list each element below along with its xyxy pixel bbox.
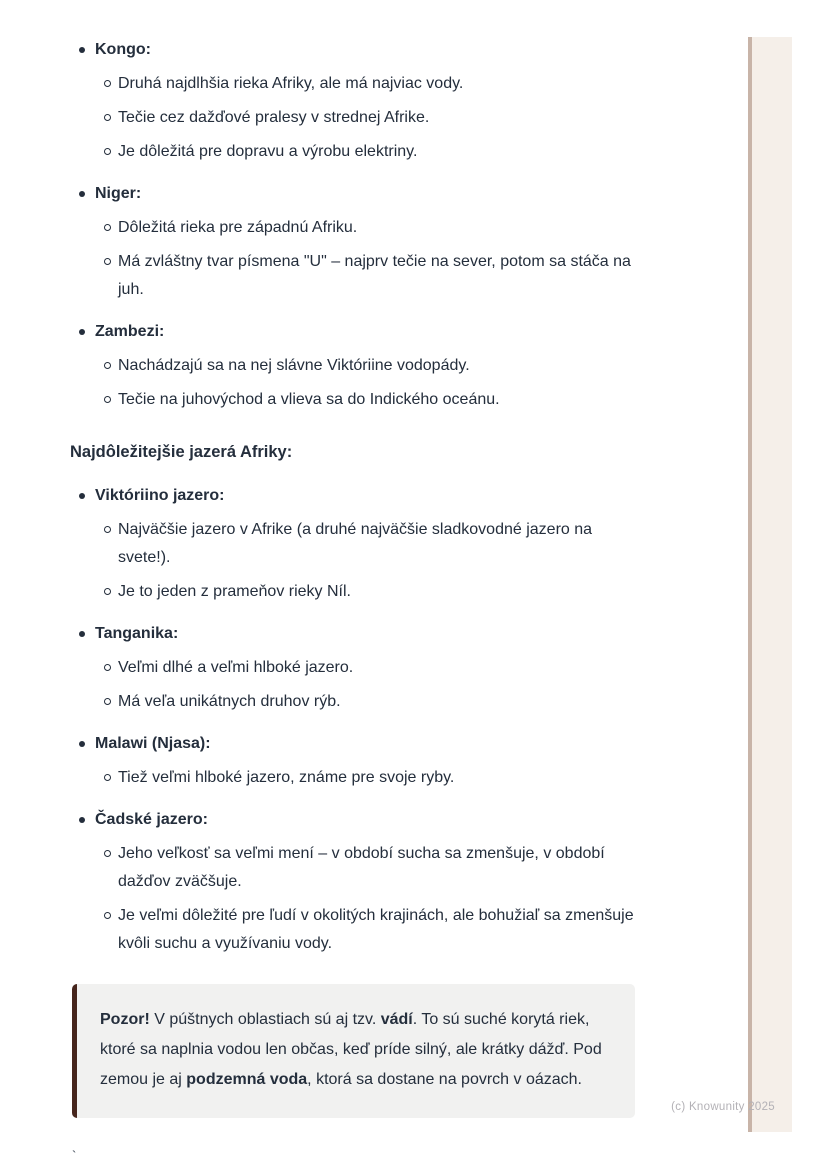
page-edge-stripe <box>748 37 792 1132</box>
list-item-label: Čadské jazero: <box>95 811 208 828</box>
list-subitem-text: Tečie na juhovýchod a vlieva sa do Indického oceánu. <box>118 391 500 408</box>
circle-bullet-icon <box>104 912 111 919</box>
list-subitem-text: Tečie cez dažďové pralesy v strednej Afrike. <box>118 109 430 126</box>
circle-bullet-icon <box>104 526 111 533</box>
disc-bullet-icon <box>79 631 85 637</box>
callout-text-bold: Pozor! <box>100 1011 150 1028</box>
list-item-label: Niger: <box>95 185 142 202</box>
callout-text-bold: podzemná voda <box>186 1071 308 1088</box>
list-item-label: Viktóriino jazero: <box>95 487 225 504</box>
stray-backtick: ` <box>72 1148 77 1163</box>
callout-box <box>72 984 635 1118</box>
copyright-footer: (c) Knowunity 2025 <box>671 1101 775 1113</box>
document-content <box>70 36 636 1170</box>
callout-text: , ktorá sa dostane na povrch v oázach. <box>307 1071 582 1088</box>
list-subitem <box>70 214 636 242</box>
circle-bullet-icon <box>104 664 111 671</box>
circle-bullet-icon <box>104 362 111 369</box>
list-subitem-text: Tiež veľmi hlboké jazero, známe pre svoje ryby. <box>118 769 455 786</box>
callout-text-bold: vádí <box>380 1011 413 1028</box>
circle-bullet-icon <box>104 588 111 595</box>
list-subitem <box>70 688 636 716</box>
list-subitem <box>70 70 636 98</box>
list-subitem <box>70 516 636 572</box>
callout-text: V púštnych oblastiach sú aj tzv. <box>149 1011 381 1028</box>
list-subitem <box>70 386 636 414</box>
circle-bullet-icon <box>104 396 111 403</box>
list-subitem <box>70 654 636 682</box>
list-subitem-text: Dôležitá rieka pre západnú Afriku. <box>118 219 358 236</box>
disc-bullet-icon <box>79 741 85 747</box>
list-item-label: Kongo: <box>95 41 151 58</box>
circle-bullet-icon <box>104 224 111 231</box>
list-subitem <box>70 248 636 304</box>
list-subitem-text: Je to jeden z prameňov rieky Níl. <box>118 583 351 600</box>
circle-bullet-icon <box>104 258 111 265</box>
disc-bullet-icon <box>79 191 85 197</box>
circle-bullet-icon <box>104 698 111 705</box>
list-subitem <box>70 138 636 166</box>
list-subitem <box>70 578 636 606</box>
list-subitem <box>70 352 636 380</box>
list-item-label: Tanganika: <box>95 625 179 642</box>
list-subitem <box>70 764 636 792</box>
list-subitem-text: Veľmi dlhé a veľmi hlboké jazero. <box>118 659 354 676</box>
list-item-niger <box>70 180 636 304</box>
circle-bullet-icon <box>104 850 111 857</box>
list-subitem <box>70 840 636 896</box>
list-item-viktoriino-jazero <box>70 482 636 606</box>
list-subitem-text: Je dôležitá pre dopravu a výrobu elektriny. <box>118 143 418 160</box>
list-item-label: Malawi (Njasa): <box>95 735 211 752</box>
disc-bullet-icon <box>79 817 85 823</box>
list-subitem-text: Má veľa unikátnych druhov rýb. <box>118 693 341 710</box>
list-subitem <box>70 902 636 958</box>
disc-bullet-icon <box>79 329 85 335</box>
list-item-zambezi <box>70 318 636 414</box>
list-item-cadske-jazero <box>70 806 636 958</box>
disc-bullet-icon <box>79 493 85 499</box>
list-subitem-text: Má zvláštny tvar písmena "U" – najprv tečie na sever, potom sa stáča na juh. <box>118 253 631 298</box>
callout-text: . To sú suché korytá riek, ktoré sa naplnia vodou len občas, keď príde silný, ale krátky dážď. Pod zemou je aj <box>100 1011 602 1088</box>
list-subitem-text: Najväčšie jazero v Afrike (a druhé najväčšie sladkovodné jazero na svete!). <box>118 521 593 566</box>
list-subitem-text: Je veľmi dôležité pre ľudí v okolitých krajinách, ale bohužiaľ sa zmenšuje kvôli suchu a využívaniu vody. <box>118 907 634 952</box>
list-item-tanganika <box>70 620 636 716</box>
circle-bullet-icon <box>104 774 111 781</box>
list-item-label: Zambezi: <box>95 323 165 340</box>
circle-bullet-icon <box>104 114 111 121</box>
circle-bullet-icon <box>104 80 111 87</box>
list-subitem-text: Druhá najdlhšia rieka Afriky, ale má najviac vody. <box>118 75 464 92</box>
list-subitem-text: Jeho veľkosť sa veľmi mení – v období sucha sa zmenšuje, v období dažďov zväčšuje. <box>118 845 605 890</box>
list-item-kongo <box>70 36 636 166</box>
list-subitem <box>70 104 636 132</box>
list-item-malawi <box>70 730 636 792</box>
list-subitem-text: Nachádzajú sa na nej slávne Viktóriine vodopády. <box>118 357 470 374</box>
disc-bullet-icon <box>79 47 85 53</box>
section-heading-lakes: Najdôležitejšie jazerá Afriky: <box>70 443 293 461</box>
circle-bullet-icon <box>104 148 111 155</box>
